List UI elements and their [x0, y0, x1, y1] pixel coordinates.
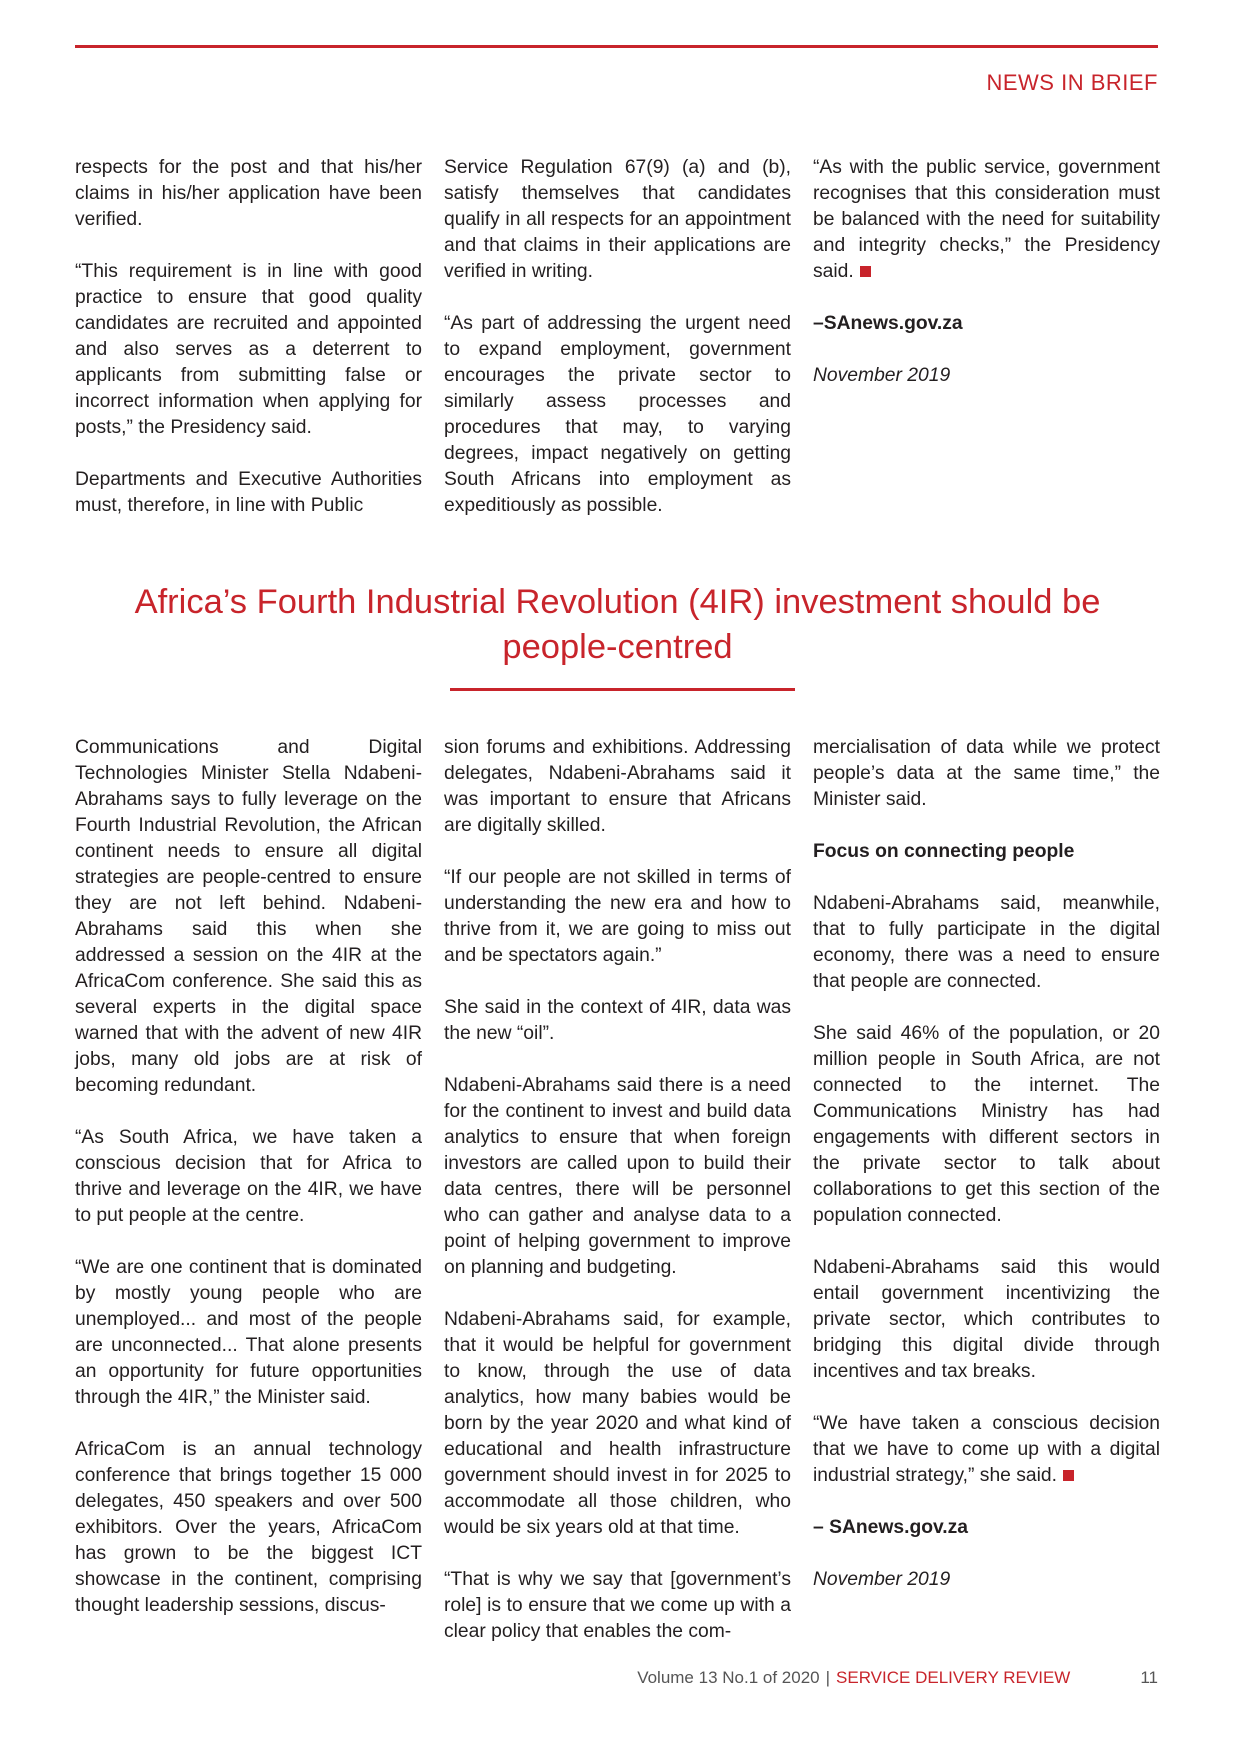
article2-source: – SAnews.gov.za	[813, 1517, 969, 1538]
paragraph: Ndabeni-Abrahams said, for example, that it would be helpful for government to know, through the use of data analytics, how many babies would be born by the year 2020 and what kind of educational and health infrastructure government should invest in for 2025 to accommodate all those children, who would be six years old at that time.	[444, 1309, 791, 1538]
article2-headline: Africa’s Fourth Industrial Revolution (4IR) investment should be people-centred	[134, 583, 1101, 666]
article1-source: –SAnews.gov.za	[813, 313, 963, 334]
paragraph: sion forums and exhibitions. Addressing delegates, Ndabeni-Abrahams said it was important to ensure that Africans are digitally skilled.	[444, 737, 791, 836]
subheading: Focus on connecting people	[813, 841, 1075, 862]
paragraph: Ndabeni-Abrahams said, meanwhile, that to fully participate in the digital economy, there was a need to ensure that people are connected.	[813, 893, 1160, 992]
section-label: NEWS IN BRIEF	[986, 70, 1158, 95]
paragraph: “This requirement is in line with good practice to ensure that good quality candidates are recruited and appointed and also serves as a deterrent to applicants from submitting false or incorrect information when applying for posts,” the Presidency said.	[75, 261, 422, 438]
paragraph: “As South Africa, we have taken a conscious decision that for Africa to thrive and leverage on the 4IR, we have to put people at the centre.	[75, 1127, 422, 1226]
paragraph: Service Regulation 67(9) (a) and (b), satisfy themselves that candidates qualify in all respects for an appointment and that claims in their applications are verified in writing.	[444, 157, 791, 282]
paragraph: mercialisation of data while we protect people’s data at the same time,” the Minister said.	[813, 737, 1160, 810]
paragraph-text: “We have taken a conscious decision that we have to come up with a digital industrial strategy,” she said.	[813, 1413, 1160, 1486]
footer-separator: |	[825, 1668, 831, 1687]
article2-col3	[813, 735, 1160, 1645]
paragraph: “If our people are not skilled in terms of understanding the new era and how to thrive from it, we are going to miss out and be spectators again.”	[444, 867, 791, 966]
paragraph: “As part of addressing the urgent need to expand employment, government encourages the private sector to similarly assess processes and procedures that may, to varying degrees, impact negatively on getting South Africans into employment as expeditiously as possible.	[444, 313, 791, 516]
footer-issue: Volume 13 No.1 of 2020	[637, 1668, 820, 1687]
page-footer	[637, 1668, 1158, 1688]
article1-col2	[444, 155, 791, 519]
paragraph: “That is why we say that [government’s role] is to ensure that we come up with a clear policy that enables the com-	[444, 1569, 791, 1642]
paragraph: She said 46% of the population, or 20 million people in South Africa, are not connected to the internet. The Communications Ministry has had engagements with different sectors in the private sector to talk about collaborations to get this section of the population connected.	[813, 1023, 1160, 1226]
end-mark-icon	[860, 266, 871, 277]
end-mark-icon	[1063, 1470, 1074, 1481]
paragraph-final	[813, 155, 1160, 285]
paragraph: “We are one continent that is dominated by mostly young people who are unemployed... and most of the people are unconnected... That alone presents an opportunity for future opportunities through the 4IR,” the Minister said.	[75, 1257, 422, 1408]
paragraph: She said in the context of 4IR, data was the new “oil”.	[444, 997, 791, 1044]
article2-date: November 2019	[813, 1569, 951, 1590]
paragraph: respects for the post and that his/her claims in his/her application have been verified.	[75, 157, 422, 230]
top-rule	[75, 45, 1158, 48]
paragraph-text: “As with the public service, government recognises that this consideration must be balanced with the need for suitability and integrity checks,” the Presidency said.	[813, 157, 1160, 282]
article2-columns	[75, 735, 1160, 1645]
paragraph: Communications and Digital Technologies Minister Stella Ndabeni-Abrahams says to fully leverage on the Fourth Industrial Revolution, the African continent needs to ensure all digital strategies are people-centred to ensure they are not left behind. Ndabeni-Abrahams said this when she addressed a session on the 4IR at the AfricaCom conference. She said this as several experts in the digital space warned that with the advent of new 4IR jobs, many old jobs are at risk of becoming redundant.	[75, 737, 422, 1096]
article2-col1	[75, 735, 422, 1645]
article1-col3	[813, 155, 1160, 519]
paragraph: Ndabeni-Abrahams said this would entail government incentivizing the private sector, which contributes to bridging this digital divide through incentives and tax breaks.	[813, 1257, 1160, 1382]
paragraph-final	[813, 1411, 1160, 1489]
paragraph: Departments and Executive Authorities must, therefore, in line with Public	[75, 469, 422, 516]
paragraph: Ndabeni-Abrahams said there is a need for the continent to invest and build data analytics to ensure that when foreign investors are called upon to build their data centres, there will be personnel who can gather and analyse data to a point of helping government to improve on planning and budgeting.	[444, 1075, 791, 1278]
paragraph: AfricaCom is an annual technology conference that brings together 15 000 delegates, 450 speakers and over 500 exhibitors. Over the years, AfricaCom has grown to be the biggest ICT showcase in the continent, comprising thought leadership sessions, discus-	[75, 1439, 422, 1616]
headline-rule	[450, 688, 795, 691]
article1-date: November 2019	[813, 365, 951, 386]
article2-col2	[444, 735, 791, 1645]
footer-publication: SERVICE DELIVERY REVIEW	[836, 1668, 1071, 1687]
article1-columns	[75, 155, 1160, 519]
page-number: 11	[1140, 1668, 1158, 1687]
article1-col1	[75, 155, 422, 519]
